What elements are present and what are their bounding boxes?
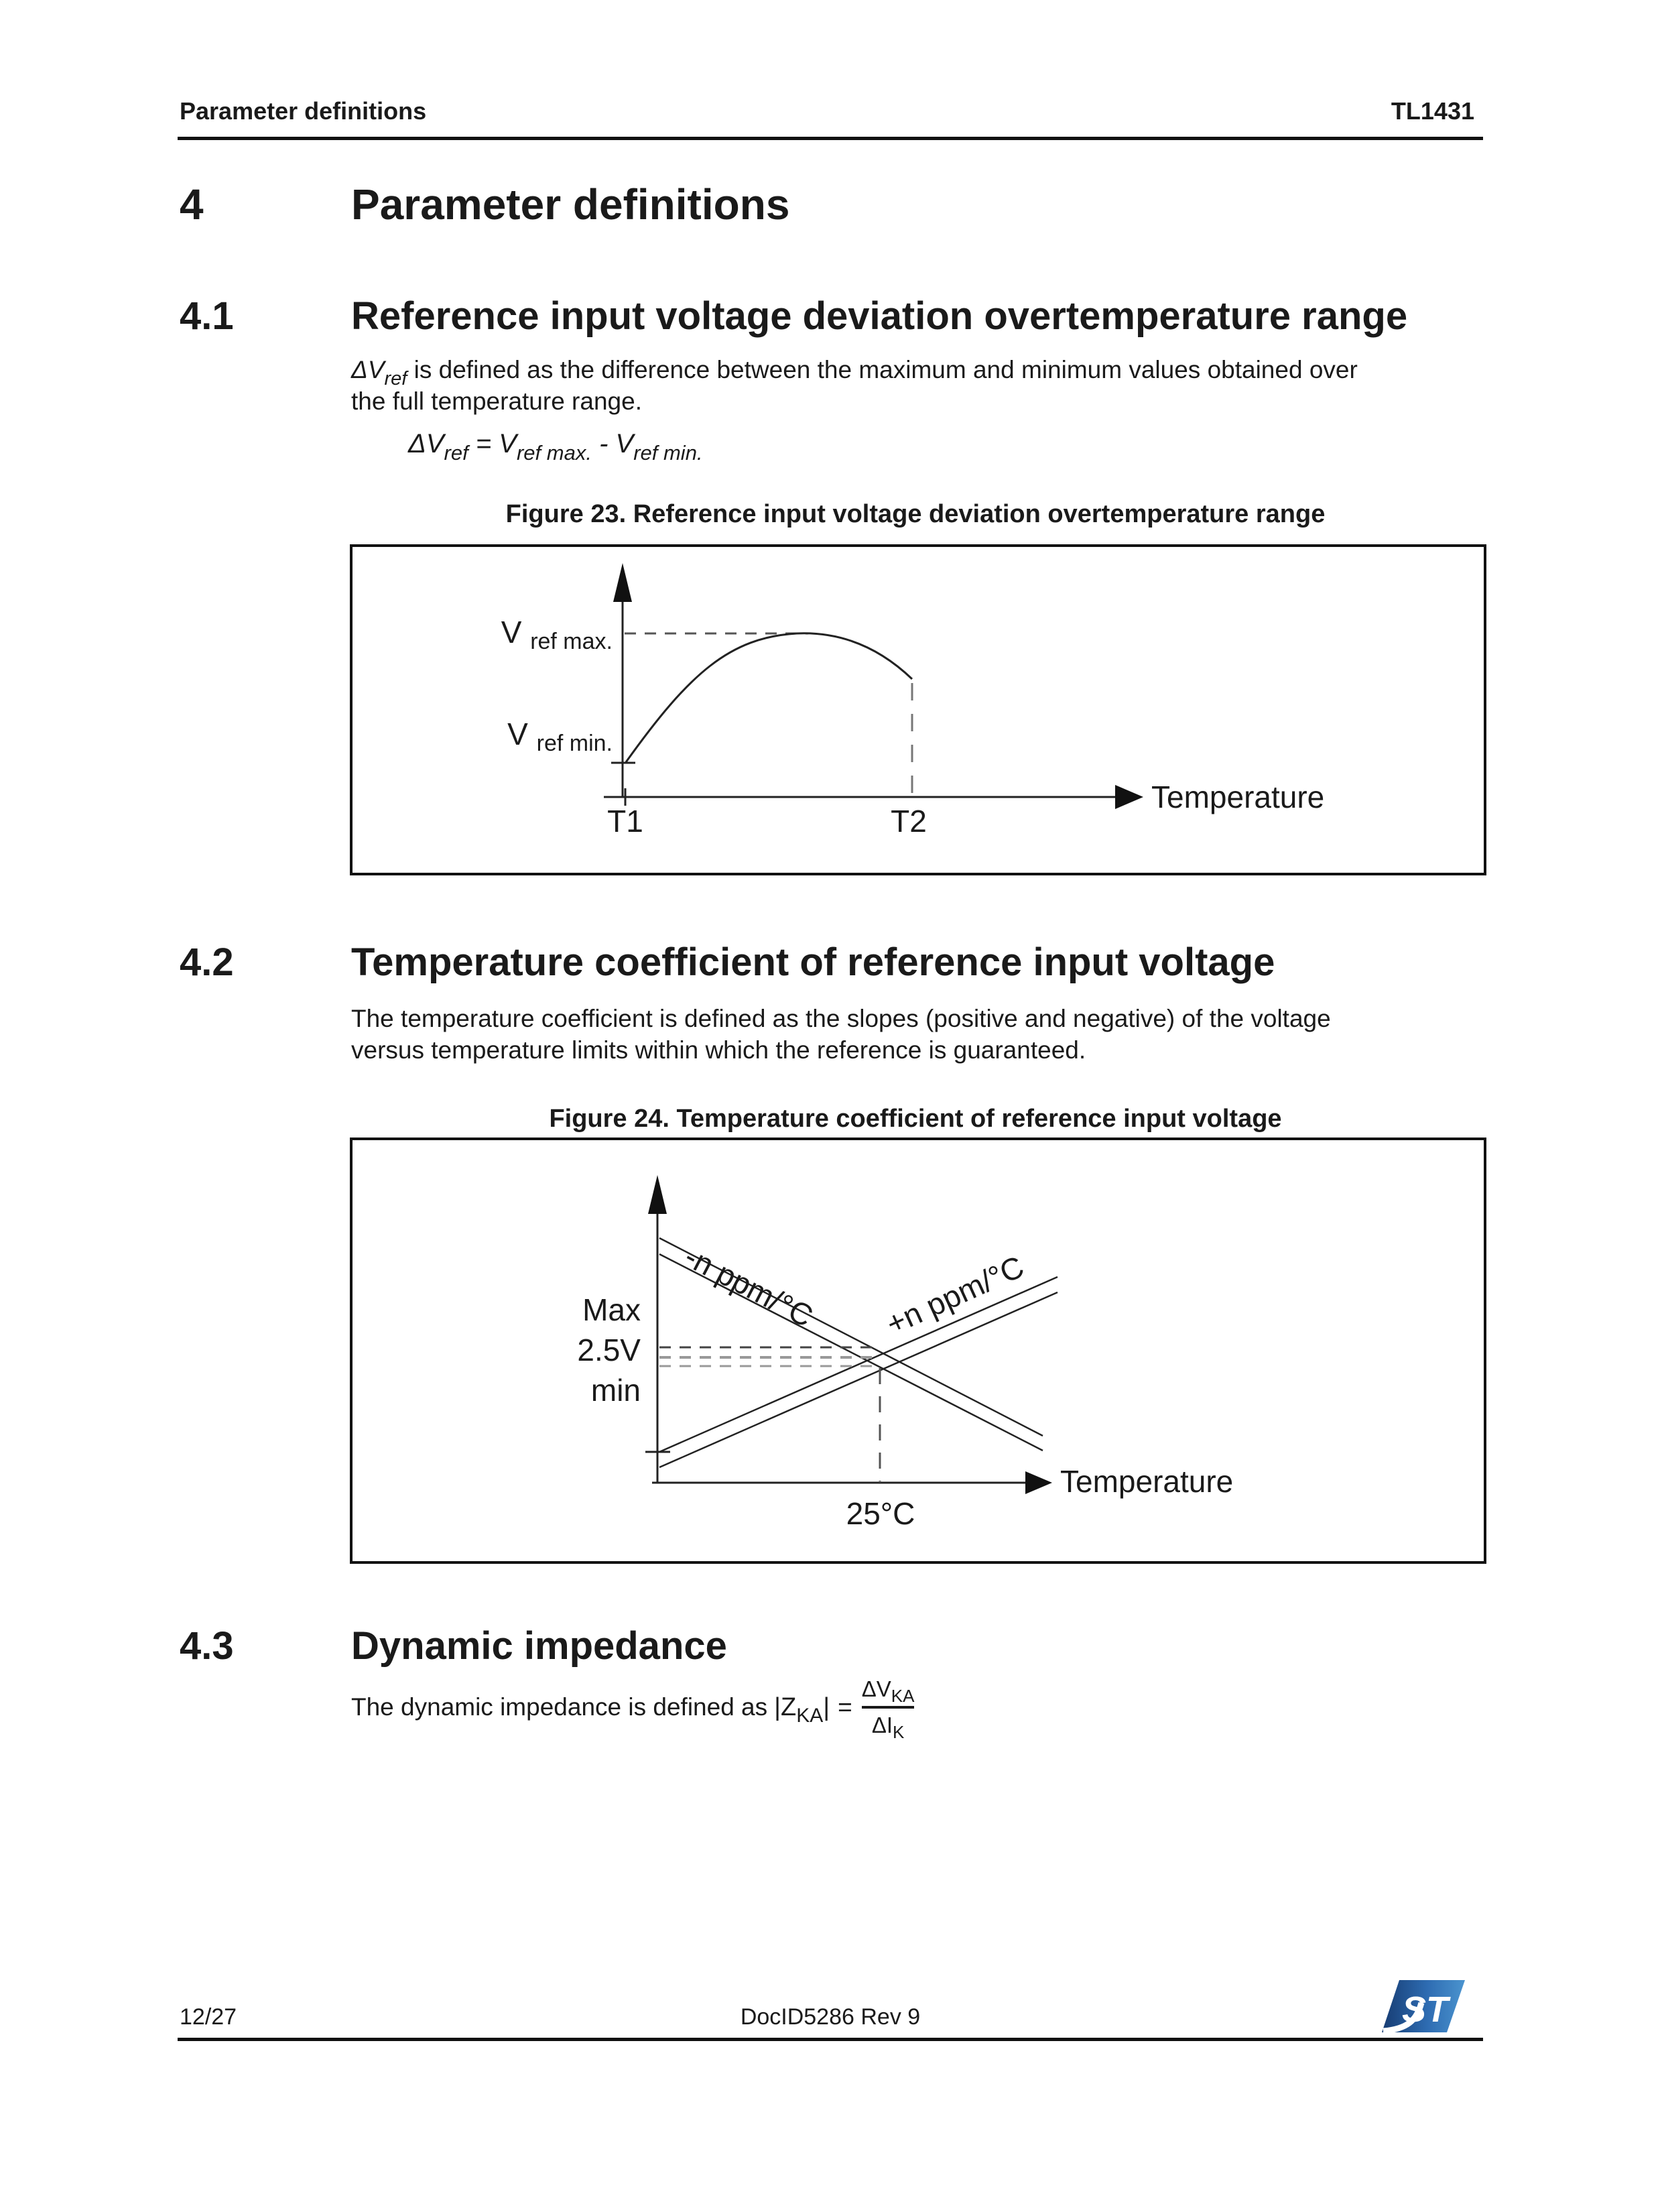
- 2v5-label: 2.5V: [577, 1333, 641, 1367]
- formula-vmax: V: [499, 429, 517, 458]
- footer-rule: [178, 2038, 1483, 2041]
- fraction-denominator: [871, 1713, 905, 1742]
- fraction-numerator: [861, 1676, 915, 1706]
- figure23-xaxis-label: Temperature: [1151, 780, 1325, 814]
- positive-slope-label: +n ppm/°C: [881, 1249, 1029, 1342]
- section41-paragraph-line1: [351, 354, 1490, 389]
- doc-id: DocID5286 Rev 9: [740, 2004, 921, 2030]
- impedance-fraction: [861, 1676, 915, 1742]
- section43-number: 4.3: [180, 1624, 234, 1668]
- vref-min-sub: ref min.: [536, 731, 613, 756]
- header-rule: [178, 137, 1483, 140]
- section41-number: 4.1: [180, 294, 234, 338]
- figure24-caption: Figure 24. Temperature coefficient of reference input voltage: [549, 1105, 1282, 1133]
- section43-paragraph: [351, 1670, 914, 1744]
- section4-title: Parameter definitions: [351, 180, 790, 229]
- section42-title: Temperature coefficient of reference input voltage: [351, 940, 1275, 984]
- formula-vmax-sub: ref max.: [516, 441, 592, 465]
- section41-text1: is defined as the difference between the maximum and minimum values obtained over: [407, 356, 1358, 383]
- delta-vka-sub: KA: [891, 1686, 915, 1706]
- x-axis-arrow-icon: [1115, 785, 1143, 809]
- delta-vref-formula: [408, 429, 703, 465]
- page-number: 12/27: [180, 2004, 237, 2030]
- header-left-title: Parameter definitions: [180, 97, 427, 125]
- min-label: min: [590, 1373, 641, 1408]
- formula-vmin: V: [615, 429, 634, 458]
- delta-v-symbol: ΔV: [351, 356, 385, 383]
- vref-max-v: V: [501, 615, 522, 650]
- zka-term: [774, 1693, 830, 1727]
- formula-vmin-sub: ref min.: [633, 441, 703, 465]
- section43-text: The dynamic impedance is defined as: [351, 1693, 768, 1721]
- section43-title: Dynamic impedance: [351, 1624, 727, 1668]
- x-axis-arrow-icon: [1025, 1471, 1052, 1494]
- max-label: Max: [582, 1292, 641, 1327]
- formula-delta-v: ΔV: [408, 429, 444, 458]
- abs-bar-right: |: [823, 1693, 830, 1721]
- section41-paragraph-line2: the full temperature range.: [351, 387, 642, 415]
- figure24-plot: [350, 1138, 1486, 1564]
- t2-tick-label: T2: [891, 804, 927, 839]
- section42-number: 4.2: [180, 940, 234, 984]
- equals-sign: =: [838, 1693, 852, 1721]
- section41-paragraph: [351, 354, 1490, 417]
- section41-title: Reference input voltage deviation overtemperature range: [351, 294, 1408, 338]
- figure24-xaxis-label: Temperature: [1060, 1464, 1234, 1499]
- vref-max-label: [438, 614, 613, 654]
- z-symbol: Z: [781, 1693, 797, 1721]
- vref-min-v: V: [507, 717, 528, 751]
- formula-minus: -: [591, 429, 616, 458]
- section42-paragraph-line2: versus temperature limits within which the reference is guaranteed.: [351, 1036, 1086, 1064]
- figure23-caption: Figure 23. Reference input voltage deviation overtemperature range: [505, 500, 1326, 528]
- y-axis-arrow-icon: [648, 1175, 667, 1214]
- section42-paragraph-line1: The temperature coefficient is defined as the slopes (positive and negative) of the voltage: [351, 1005, 1331, 1032]
- delta-ik: ΔI: [871, 1713, 893, 1737]
- negative-slope-label: -n ppm/°C: [679, 1238, 819, 1334]
- formula-equals: =: [468, 429, 499, 458]
- st-logo: [1379, 1977, 1468, 2036]
- st-logo-text: ST: [1402, 1989, 1449, 2030]
- y-axis-arrow-icon: [613, 563, 632, 602]
- delta-vka: ΔV: [861, 1676, 891, 1701]
- t1-tick-label: T1: [607, 804, 643, 839]
- section42-paragraph: [351, 1003, 1490, 1066]
- figure23-plot: [350, 544, 1486, 875]
- z-subscript: KA: [796, 1704, 824, 1727]
- section4-number: 4: [180, 180, 204, 229]
- abs-bar-left: |: [774, 1693, 781, 1721]
- vref-min-label: [438, 716, 613, 756]
- vref-max-sub: ref max.: [530, 629, 613, 654]
- delta-v-subscript: ref: [384, 368, 407, 389]
- header-part-number: TL1431: [1391, 97, 1474, 125]
- temp-25c-tick-label: 25°C: [846, 1496, 915, 1531]
- formula-delta-v-sub: ref: [444, 441, 468, 465]
- delta-ik-sub: K: [893, 1722, 905, 1742]
- fraction-bar: [862, 1706, 915, 1709]
